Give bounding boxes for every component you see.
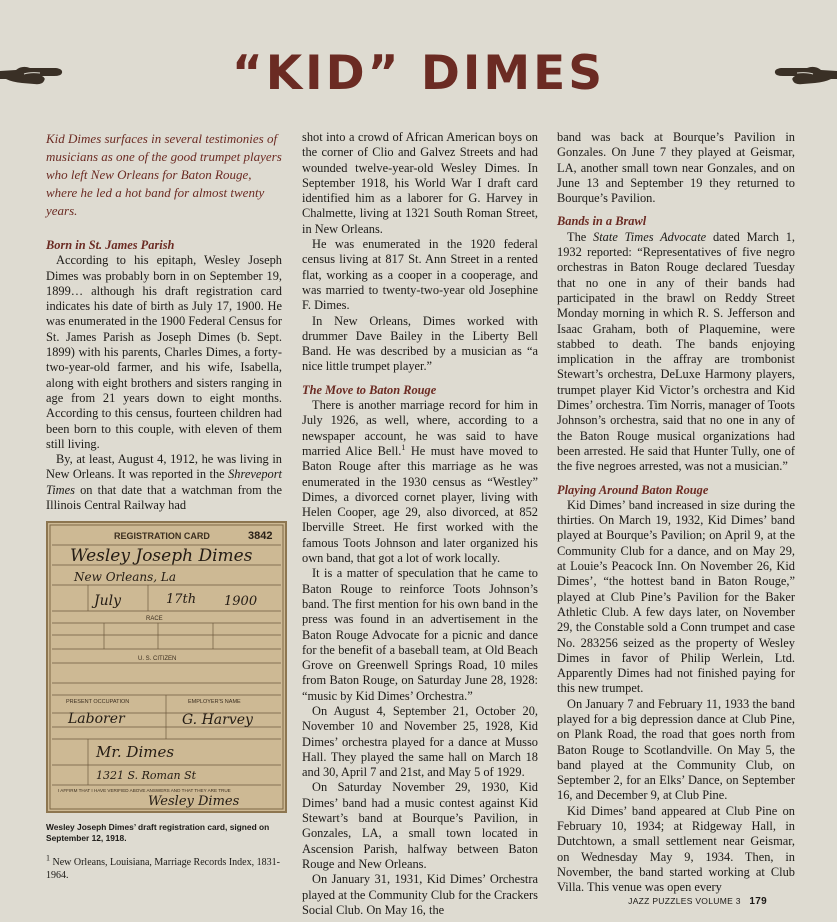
occupation-label: PRESENT OCCUPATION (66, 699, 130, 705)
page-footer (628, 896, 767, 907)
section-heading: Playing Around Baton Rouge (557, 482, 709, 497)
draft-registration-card-image (46, 521, 287, 813)
paragraph: The State Times Advocate dated March 1, 1932 reported: “Representatives of five negro orchestras in Baton Rouge declared Tuesday that no one in any of their bands had participated in the brawl on Reddy Street Monday morning in which R. S. Jefferson and Isaac Graham, both of Plaquemine, were stabbed to death. The bands enjoying implication in the affray are trombonist Stewart’s orchestra, DeLuxe Harmony players, trumpet player Kid Victor’s orchestra and Kid Dimes’ orchestra. Tim Norris, manager of Toots Johnson’s orchestra, said that no one in any of the Baton Rouge musical organizations had been arrested. He said that Hunter Tully, one of the five negroes arrested, was not a musician.” (557, 229, 795, 474)
race-label: RACE (146, 616, 163, 622)
column-3 (557, 130, 795, 896)
paragraph: shot into a crowd of African American boys on the corner of Clio and Galvez Streets and had wounded twelve-year-old Wesley Dimes. In September 1918, his World War I draft card identified him as a laborer for G. Harvey in Chalmette, living at 1321 South Roman Street, in New Orleans. (302, 130, 538, 236)
paragraph: By, at least, August 4, 1912, he was living in New Orleans. It was reported in the Shreveport Times on that date that a watchman from the Illinois Central Railway had (46, 452, 282, 513)
paragraph: On Saturday November 29, 1930, Kid Dimes’ band had a music contest against Kid Stewart’s band at Bourque’s Pavilion, in Gonzales, LA, a small town located in Ascension Parish, halfway between Baton Rouge and New Orleans. (302, 780, 538, 871)
paragraph: According to his epitaph, Wesley Joseph Dimes was probably born in on September 19, 1899… although his draft registration card indicates his date of birth as July 17, 1900. He was enumerated in the 1900 Federal Census for St. James Parish as Joseph Dimes (b. Sept. 1899) with his parents, Charles Dimes, a forty-two-year-old farmer, and his wife, Isabella, along with eight brothers and sisters ranging in age from 21 years down to eight months. According to this census, fourteen children had been born to this couple, with eleven of them still living. (46, 253, 282, 451)
employer-value: G. Harvey (182, 712, 253, 728)
birth-month: July (94, 593, 122, 609)
section-heading: Born in St. James Parish (46, 238, 175, 252)
relative-value: Mr. Dimes (96, 743, 175, 761)
employer-label: EMPLOYER'S NAME (188, 699, 241, 705)
section-heading: The Move to Baton Rouge (302, 382, 437, 397)
occupation-value: Laborer (68, 711, 125, 727)
intro-paragraph: Kid Dimes surfaces in several testimonies of musicians as one of the good trumpet players who left New Orleans for Baton Rouge, where he led a hot band for almost twenty years. (46, 131, 282, 218)
newspaper-title: State Times Advocate (593, 229, 707, 244)
publication-label: JAZZ PUZZLES VOLUME 3 (628, 896, 741, 906)
paragraph: On January 31, 1931, Kid Dimes’ Orchestra played at the Community Club for the Crackers Social Club. On May 16, the (302, 872, 538, 917)
birth-day: 17th (166, 592, 197, 607)
signature: Wesley Dimes (148, 794, 240, 809)
image-caption: Wesley Joseph Dimes’ draft registration card, signed on September 12, 1918. (46, 822, 270, 843)
paragraph: He was enumerated in the 1920 federal census living at 817 St. Ann Street in a rented flat, working as a cooper in a cooperage, and was married to twenty-two-year old Josephine F. Dimes. (302, 237, 538, 313)
affirm-line: I AFFIRM THAT I HAVE VERIFIED ABOVE ANSWERS AND THAT THEY ARE TRUE (58, 788, 231, 793)
paragraph: Kid Dimes’ band appeared at Club Pine on February 10, 1934; at Ridgeway Hall, in Dutchtown, a small settlement near Geismar, on Wednesday May 9, 1934. Then, in November, the band started working at Club Villa. This venue was open every (557, 803, 795, 895)
paragraph: There is another marriage record for him in July 1926, as well, where, according to a newspaper account, he was said to have married Alice Bell.$^1$ He must have moved to Baton Rouge after this marriage as he was enumerated in the 1930 census as “Westley” Dimes, a divorced cornet player, living with Helen Cooper, age 29, also divorced, at 852 Iberville Street. He first worked with the famous Toots Johnson and later organized his own band, that got a lot of work locally. (302, 398, 538, 566)
card-address: New Orleans, La (74, 570, 176, 584)
paragraph: On August 4, September 21, October 20, November 10 and November 25, 1928, Kid Dimes’ orchestra played for a dance at Musso Hall. They played the same hall on March 18 and 30, April 7 and 21st, and May 5 of 1929. (302, 703, 538, 780)
footnote-mark: 1 (46, 853, 50, 863)
page-title: “KID” DIMES (231, 46, 606, 101)
footnote: $^1$ New Orleans, Louisiana, Marriage Records Index, 1831-1964. (46, 853, 280, 881)
birth-year: 1900 (224, 594, 258, 609)
footnote-ref: 1 (401, 442, 406, 452)
paragraph: It is a matter of speculation that he came to Baton Rouge to reinforce Toots Johnson’s band. The first mention for his own band in the press was found in an advertisement in the Baton Rouge Advocate for a picnic and dance for the benefit of a baseball team, at Old Beach Grove on Greenwell Springs Road, 10 miles from Baton Rouge, on Saturday June 28, 1928: “music by Kid Dimes’ Orchestra.” (302, 566, 538, 703)
page-number: 179 (749, 896, 767, 907)
card-heading: REGISTRATION CARD (114, 531, 210, 541)
paragraph: On January 7 and February 11, 1933 the band played for a big depression dance at Club Pine, on Plank Road, the road that goes north from Baton Rouge to Scotlandville. On May 5, the band played at the Community Club, on September 2, for an Elks’ Dance, on September 16, and December 9, at Club Pine. (557, 696, 795, 803)
citizen-label: U. S. CITIZEN (138, 656, 177, 662)
column-2 (302, 130, 538, 918)
section-heading: Bands in a Brawl (557, 214, 647, 229)
relative-address-value: 1321 S. Roman St (96, 769, 197, 782)
paragraph: In New Orleans, Dimes worked with drummer Dave Bailey in the Liberty Bell Band. He was described by a musician as “a nice little trumpet player.” (302, 313, 538, 374)
column-1 (46, 130, 282, 513)
paragraph: band was back at Bourque’s Pavilion in Gonzales. On June 7 they played at Geismar, LA, another small town near Gonzales, and on June 13 and September 19 they returned to Bourque’s Pavilion. (557, 130, 795, 206)
newspaper-title: Shreveport Times (46, 467, 282, 497)
card-name: Wesley Joseph Dimes (70, 546, 253, 566)
card-number: 3842 (248, 530, 273, 542)
paragraph: Kid Dimes’ band increased in size during the thirties. On March 19, 1932, Kid Dimes’ band played at Bourque’s Pavilion; on April 9, at the Community Club for a dance, and on May 29, at Louie’s Peacock Inn. On November 26, Kid Dimes’, “the hottest band in Baton Rouge,” played at Club Pine’s Pavilion for the Baker Athletic Club. A few days later, on November 29, the Constable sold a Conn trumpet and case No. 283256 seized as the property of Wesley Dimes in favor of Philip Werlein, Ltd. Apparently Dimes had not finished paying for this new trumpet. (557, 497, 795, 696)
